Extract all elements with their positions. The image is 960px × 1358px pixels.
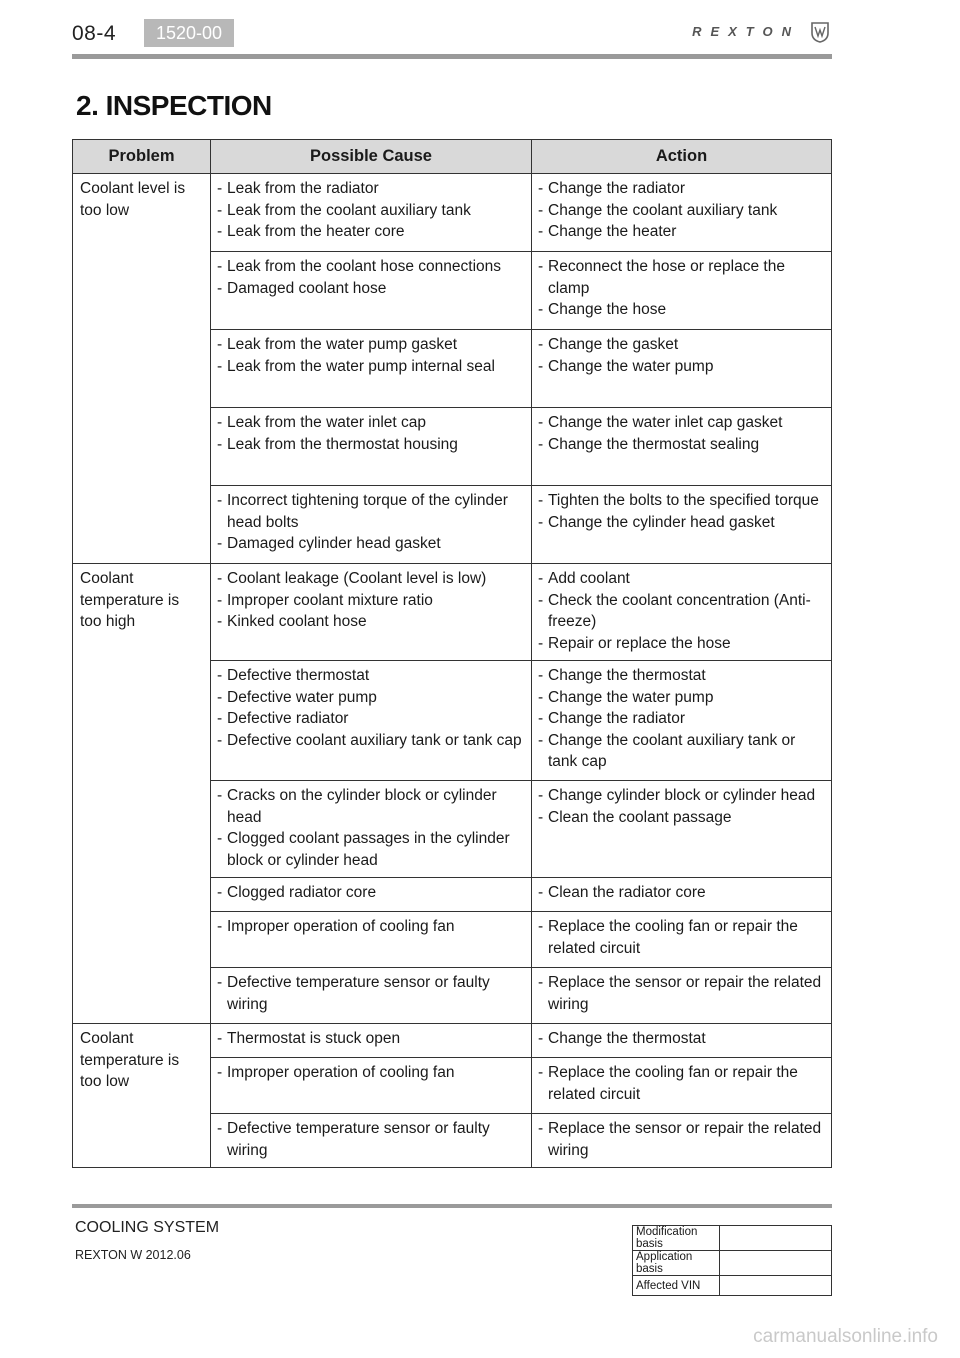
possible-cause-cell [211, 878, 532, 912]
action-list [538, 785, 825, 828]
possible-cause-cell [211, 1058, 532, 1114]
column-header-action: Action [532, 140, 832, 174]
cause-item: - Clogged radiator core [217, 882, 525, 904]
section-code-badge: 1520-00 [144, 19, 234, 47]
action-item: - Repair or replace the hose [538, 633, 825, 655]
action-list [538, 916, 825, 959]
action-item: - Change the gasket [538, 334, 825, 356]
action-item: - Change the thermostat [538, 665, 825, 687]
cause-item: - Leak from the water pump gasket [217, 334, 525, 356]
table-header-row [73, 140, 832, 174]
action-list [538, 882, 825, 904]
header-divider [72, 54, 832, 59]
basis-value [720, 1276, 832, 1296]
cause-list [217, 334, 525, 377]
cause-list [217, 412, 525, 455]
basis-value [720, 1251, 832, 1276]
brand-shield-icon [810, 21, 830, 43]
action-list [538, 1118, 825, 1161]
possible-cause-cell [211, 1024, 532, 1058]
cause-item: - Defective coolant auxiliary tank or tank cap [217, 730, 525, 752]
possible-cause-cell [211, 968, 532, 1024]
cause-item: - Improper coolant mixture ratio [217, 590, 525, 612]
basis-table [632, 1225, 832, 1296]
action-item: - Change the water pump [538, 356, 825, 378]
problem-cell: Coolant temperature is too low [73, 1024, 211, 1168]
cause-list [217, 665, 525, 751]
action-item: - Change the hose [538, 299, 825, 321]
action-item: - Replace the sensor or repair the related wiring [538, 972, 825, 1015]
action-list [538, 178, 825, 243]
possible-cause-cell [211, 408, 532, 486]
problem-cell: Coolant level is too low [73, 174, 211, 564]
cause-item: - Coolant leakage (Coolant level is low) [217, 568, 525, 590]
cause-item: - Damaged coolant hose [217, 278, 525, 300]
possible-cause-cell [211, 486, 532, 564]
action-list [538, 568, 825, 654]
possible-cause-cell [211, 564, 532, 661]
possible-cause-cell [211, 912, 532, 968]
cause-item: - Defective radiator [217, 708, 525, 730]
action-list [538, 1028, 825, 1050]
action-list [538, 1062, 825, 1105]
footer-model-date: REXTON W 2012.06 [75, 1248, 191, 1262]
action-list [538, 334, 825, 377]
basis-row [633, 1276, 832, 1296]
action-cell [532, 252, 832, 330]
table-row [73, 564, 832, 661]
action-list [538, 412, 825, 455]
cause-list [217, 1062, 525, 1084]
basis-label: Affected VIN [633, 1276, 720, 1296]
action-item: - Change the coolant auxiliary tank or tank cap [538, 730, 825, 773]
action-item: - Clean the radiator core [538, 882, 825, 904]
possible-cause-cell [211, 781, 532, 878]
action-cell [532, 1114, 832, 1168]
action-item: - Change the radiator [538, 178, 825, 200]
action-cell [532, 174, 832, 252]
footer-section-title: COOLING SYSTEM [75, 1219, 220, 1236]
possible-cause-cell [211, 174, 532, 252]
cause-item: - Defective thermostat [217, 665, 525, 687]
possible-cause-cell [211, 330, 532, 408]
action-list [538, 490, 825, 533]
action-item: - Change the coolant auxiliary tank [538, 200, 825, 222]
column-header-possible-cause: Possible Cause [211, 140, 532, 174]
action-item: - Change cylinder block or cylinder head [538, 785, 825, 807]
action-list [538, 256, 825, 321]
basis-label: Modification basis [633, 1226, 720, 1251]
column-header-problem: Problem [73, 140, 211, 174]
action-item: - Replace the sensor or repair the related wiring [538, 1118, 825, 1161]
action-cell [532, 878, 832, 912]
action-item: - Replace the cooling fan or repair the related circuit [538, 1062, 825, 1105]
inspection-table-body [73, 174, 832, 1168]
cause-item: - Defective temperature sensor or faulty wiring [217, 972, 525, 1015]
action-list [538, 665, 825, 773]
cause-list [217, 916, 525, 938]
cause-item: - Leak from the coolant hose connections [217, 256, 525, 278]
cause-item: - Leak from the thermostat housing [217, 434, 525, 456]
basis-value [720, 1226, 832, 1251]
basis-row [633, 1226, 832, 1251]
cause-list [217, 256, 525, 299]
action-cell [532, 1024, 832, 1058]
cause-list [217, 882, 525, 904]
cause-item: - Incorrect tightening torque of the cylinder head bolts [217, 490, 525, 533]
cause-item: - Leak from the coolant auxiliary tank [217, 200, 525, 222]
cause-item: - Improper operation of cooling fan [217, 916, 525, 938]
page-number: 08-4 [72, 22, 117, 45]
problem-cell: Coolant temperature is too high [73, 564, 211, 1024]
brand-wordmark: REXTON [692, 24, 800, 39]
action-cell [532, 1058, 832, 1114]
cause-item: - Clogged coolant passages in the cylinder block or cylinder head [217, 828, 525, 871]
footer-divider [72, 1204, 832, 1208]
action-cell [532, 330, 832, 408]
possible-cause-cell [211, 1114, 532, 1168]
action-item: - Clean the coolant passage [538, 807, 825, 829]
action-item: - Replace the cooling fan or repair the related circuit [538, 916, 825, 959]
action-item: - Change the heater [538, 221, 825, 243]
action-item: - Change the water pump [538, 687, 825, 709]
possible-cause-cell [211, 252, 532, 330]
table-row [73, 174, 832, 252]
action-item: - Change the radiator [538, 708, 825, 730]
action-item: - Change the thermostat [538, 1028, 825, 1050]
cause-item: - Leak from the radiator [217, 178, 525, 200]
cause-item: - Kinked coolant hose [217, 611, 525, 633]
cause-item: - Damaged cylinder head gasket [217, 533, 525, 555]
action-item: - Change the water inlet cap gasket [538, 412, 825, 434]
cause-list [217, 1118, 525, 1161]
cause-list [217, 972, 525, 1015]
action-cell [532, 486, 832, 564]
action-item: - Add coolant [538, 568, 825, 590]
action-cell [532, 781, 832, 878]
cause-item: - Leak from the heater core [217, 221, 525, 243]
inspection-table [72, 139, 832, 1168]
cause-item: - Thermostat is stuck open [217, 1028, 525, 1050]
possible-cause-cell [211, 661, 532, 781]
action-list [538, 972, 825, 1015]
action-item: - Change the thermostat sealing [538, 434, 825, 456]
cause-list [217, 568, 525, 633]
page-title: 2. INSPECTION [76, 90, 272, 121]
basis-label: Application basis [633, 1251, 720, 1276]
action-cell [532, 661, 832, 781]
cause-item: - Defective water pump [217, 687, 525, 709]
cause-list [217, 178, 525, 243]
watermark-text: carmanualsonline.info [753, 1326, 938, 1347]
action-item: - Change the cylinder head gasket [538, 512, 825, 534]
action-cell [532, 408, 832, 486]
action-cell [532, 912, 832, 968]
cause-item: - Leak from the water pump internal seal [217, 356, 525, 378]
action-item: - Check the coolant concentration (Anti-freeze) [538, 590, 825, 633]
action-item: - Tighten the bolts to the specified torque [538, 490, 825, 512]
cause-item: - Defective temperature sensor or faulty wiring [217, 1118, 525, 1161]
cause-item: - Leak from the water inlet cap [217, 412, 525, 434]
cause-list [217, 490, 525, 555]
action-item: - Reconnect the hose or replace the clamp [538, 256, 825, 299]
cause-list [217, 1028, 525, 1050]
cause-item: - Improper operation of cooling fan [217, 1062, 525, 1084]
cause-list [217, 785, 525, 871]
cause-item: - Cracks on the cylinder block or cylinder head [217, 785, 525, 828]
action-cell [532, 968, 832, 1024]
basis-row [633, 1251, 832, 1276]
table-row [73, 1024, 832, 1058]
action-cell [532, 564, 832, 661]
